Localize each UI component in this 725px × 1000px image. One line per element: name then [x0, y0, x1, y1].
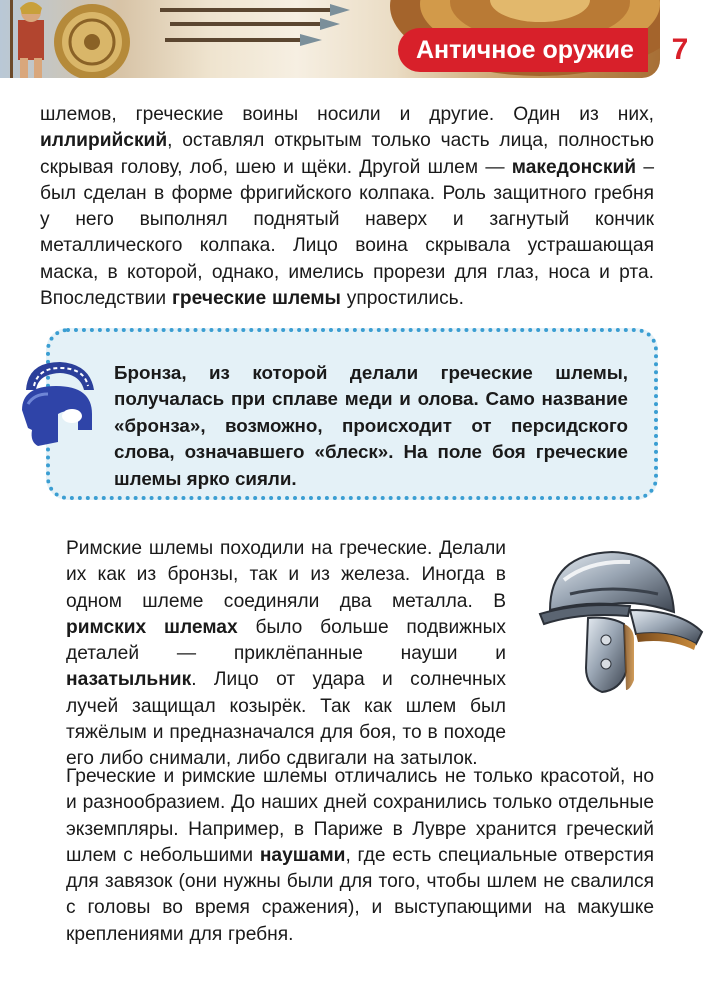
term-illyrian: иллирийский	[40, 130, 168, 152]
p1-text-4: упростились.	[340, 288, 464, 310]
term-greek-helmets: греческие шлемы	[171, 288, 341, 310]
section-title: Античное оружие	[398, 28, 648, 72]
term-macedonian: македонский	[511, 156, 637, 178]
info-box-text: Бронза, из которой делали греческие шлемы, получалась при сплаве меди и олова. Само название «бронза», возможно, происходит от персидского слова, означавшего «блеск». На поле боя греческие шлемы ярко сияли.	[114, 362, 628, 489]
term-roman-helmets: римских шлемах	[66, 616, 238, 638]
page-header	[0, 0, 725, 82]
paragraph-1	[40, 102, 654, 312]
p1-text-2: , оставлял открытым только часть лица, полностью скрывая голову, лоб, шею и щёки. Другой шлем —	[40, 130, 654, 178]
p1-text-1: шлемов, греческие воины носили и другие. Один из них,	[40, 104, 654, 125]
p2-text-3: . Лицо от удара и солнечных лучей защищал козырёк. Так как шлем был тяжёлым и предназначался для боя, то в походе его либо снимали, либо сдвигали на затылок.	[66, 669, 506, 770]
term-neck-guard: назатыльник	[66, 669, 192, 691]
warrior-figure	[10, 0, 44, 78]
greek-helmet-icon	[14, 356, 104, 452]
paragraph-2	[66, 536, 506, 773]
round-shield	[54, 4, 130, 78]
p3-text-1: Греческие и римские шлемы отличались не только красотой, но и разнообразием. До наших дней сохранились только отдельные экземпляры. Например, в Париже в Лувре хранится греческий шлем с небольшими	[66, 766, 654, 866]
p1-text-3: – был сделан в форме фригийского колпака. Роль защитного гребня у него выполнял поднятый наверх и загнутый кончик металлического колпака. Лицо воина скрывала устрашающая маска, в которой, однако, имелись прорези для глаз, носа и рта. Впоследствии	[40, 156, 654, 310]
p3-text-2: , где есть специальные отверстия для завязок (они нужны были для того, чтобы шлем не свалился с головы во время сражения), и выступающими на макушке креплениями для гребня.	[66, 844, 654, 945]
paragraph-3	[66, 764, 654, 948]
page-number: 7	[671, 33, 689, 66]
term-ear-guards: наушами	[259, 844, 346, 866]
p2-text-1: Римские шлемы походили на греческие. Делали их как из бронзы, так и из железа. Иногда в одном шлеме соединяли два металла. В	[66, 538, 506, 612]
p2-text-2: было больше подвижных деталей — приклёпанные науши и	[66, 616, 506, 665]
roman-helmet-image	[530, 540, 710, 700]
